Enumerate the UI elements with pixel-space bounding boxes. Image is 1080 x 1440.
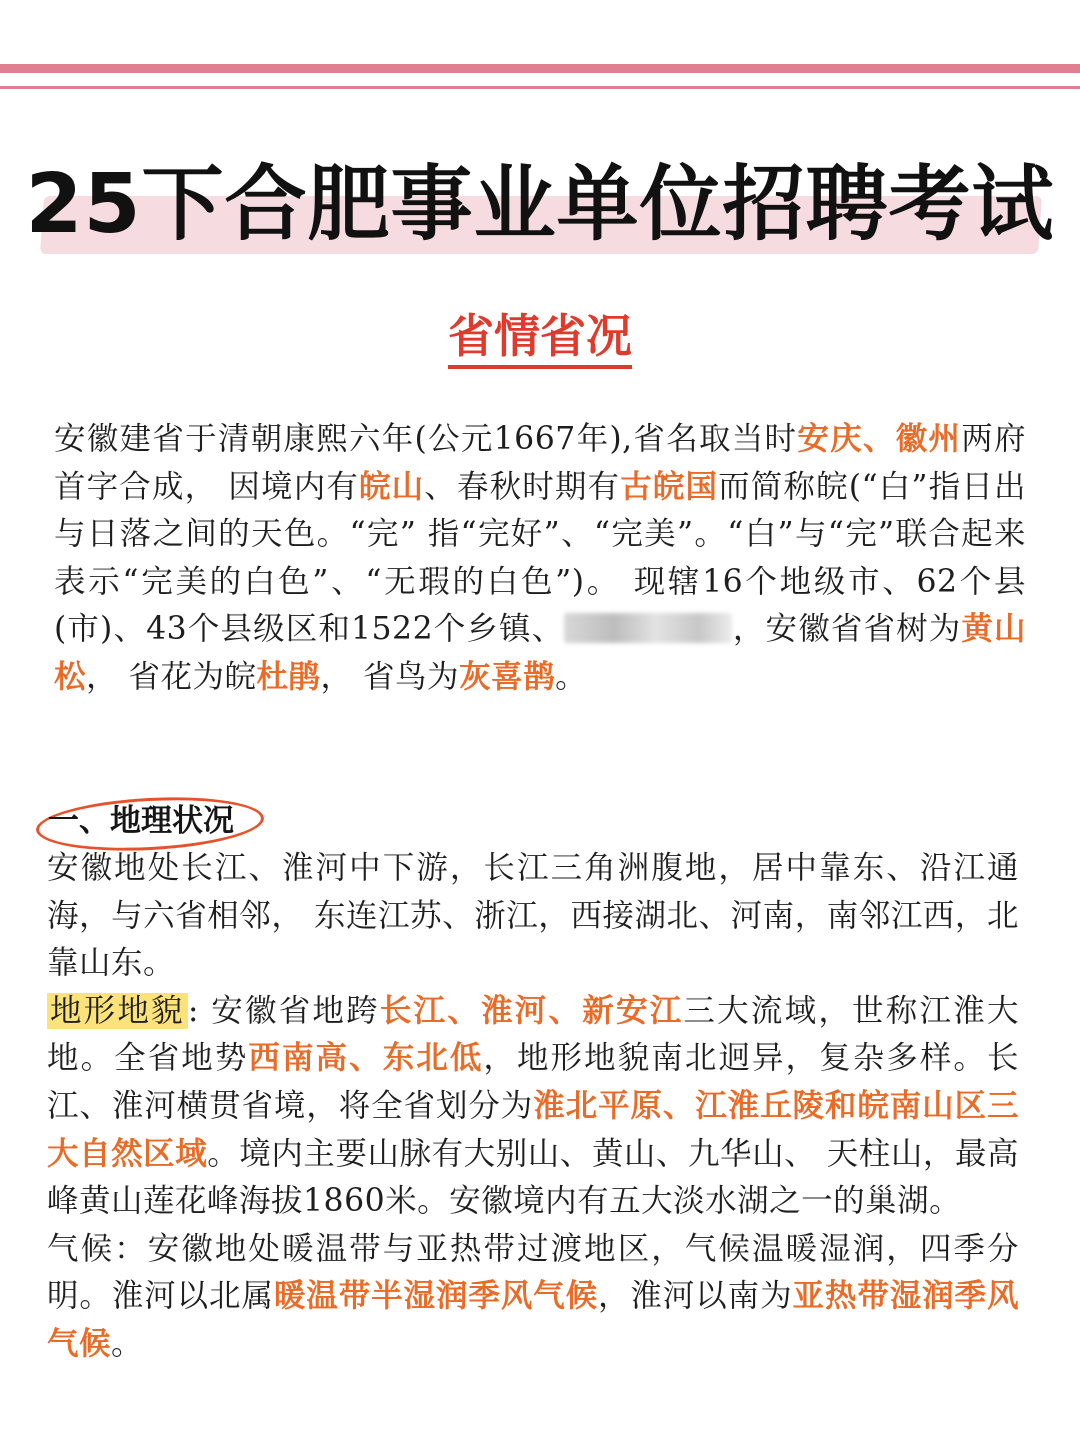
top-decor-rule [0, 64, 1080, 73]
page-title: 25下合肥事业单位招聘考试 [25, 157, 1055, 252]
climate-highlight-2: 亚热带湿润季风气候 [47, 1278, 1019, 1362]
terrain-label: 地形地貌 [47, 993, 188, 1029]
intro-highlight-5: 杜鹃 [256, 658, 321, 695]
terrain-highlight-1: 长江、淮河、新安江 [379, 992, 684, 1029]
subtitle-text: 省情省况 [448, 309, 632, 369]
intro-paragraph [54, 416, 1026, 702]
terrain-text-1: : 安徽省地跨 [187, 992, 380, 1029]
climate-text-1: 气候：安徽地处暖温带与亚热带过渡地区，气候温暖湿润，四季分明。淮河以北属 [47, 1230, 1019, 1315]
intro-highlight-2: 皖山 [359, 468, 425, 505]
climate-highlight-1: 暖温带半湿润季风气候 [273, 1278, 599, 1315]
intro-text-7: ， 省鸟为 [320, 658, 460, 695]
terrain-highlight-2: 西南高、东北低 [248, 1040, 484, 1077]
climate-text-3: 。 [111, 1325, 144, 1362]
terrain-paragraph [47, 988, 1019, 1226]
climate-text-2: ，淮河以南为 [598, 1278, 793, 1315]
terrain-text-3: ，地形地貌南北迥异，复杂多样。长江、淮河横贯省境，将全省划分为 [47, 1040, 1019, 1124]
blurred-redaction [564, 613, 732, 643]
page-subtitle [0, 303, 1080, 369]
intro-highlight-6: 灰喜鹊 [459, 658, 556, 695]
intro-text-3: 、春秋时期有 [424, 468, 621, 505]
intro-text-8: 。 [555, 658, 588, 695]
intro-text-5: ，安徽省省树为 [732, 611, 962, 648]
section-heading [36, 796, 266, 850]
section-heading-text: 一、地理状况 [48, 803, 234, 839]
intro-highlight-4: 黄山松 [54, 611, 1026, 695]
geography-section [47, 845, 1019, 1369]
intro-text-1: 安徽建省于清朝康熙六年(公元1667年),省名取当时 [54, 421, 798, 457]
terrain-highlight-3: 淮北平原、江淮丘陵和皖南山区三大自然区域 [47, 1087, 1019, 1172]
intro-text-6: ， 省花为皖 [86, 658, 257, 695]
geography-paragraph: 安徽地处长江、淮河中下游，长江三角洲腹地，居中靠东、沿江通海，与六省相邻， 东连江苏、浙江，西接湖北、河南，南邻江西，北靠山东。 [47, 850, 1019, 982]
climate-paragraph [47, 1226, 1019, 1369]
intro-text-4: 而简称皖(“白”指日出与日落之间的天色。“完” 指“完好”、“完美”。“白”与“完”联合起来表示“完美的白色”、“无瑕的白色”)。 现辖16个地级市、62个县(市)、43个县级区和1522个乡镇、 [54, 468, 1026, 648]
top-decor-rule-thin [0, 86, 1080, 89]
intro-text-2: 两府首字合成， 因境内有 [54, 421, 1026, 505]
intro-highlight-1: 安庆、徽州 [797, 421, 962, 457]
terrain-text-4: 。境内主要山脉有大别山、黄山、九华山、 天柱山，最高峰黄山莲花峰海拔1860米。安徽境内有五大淡水湖之一的巢湖。 [47, 1135, 1019, 1220]
terrain-text-2: 三大流域，世称江淮大地。全省地势 [47, 992, 1019, 1077]
intro-highlight-3: 古皖国 [620, 468, 719, 505]
